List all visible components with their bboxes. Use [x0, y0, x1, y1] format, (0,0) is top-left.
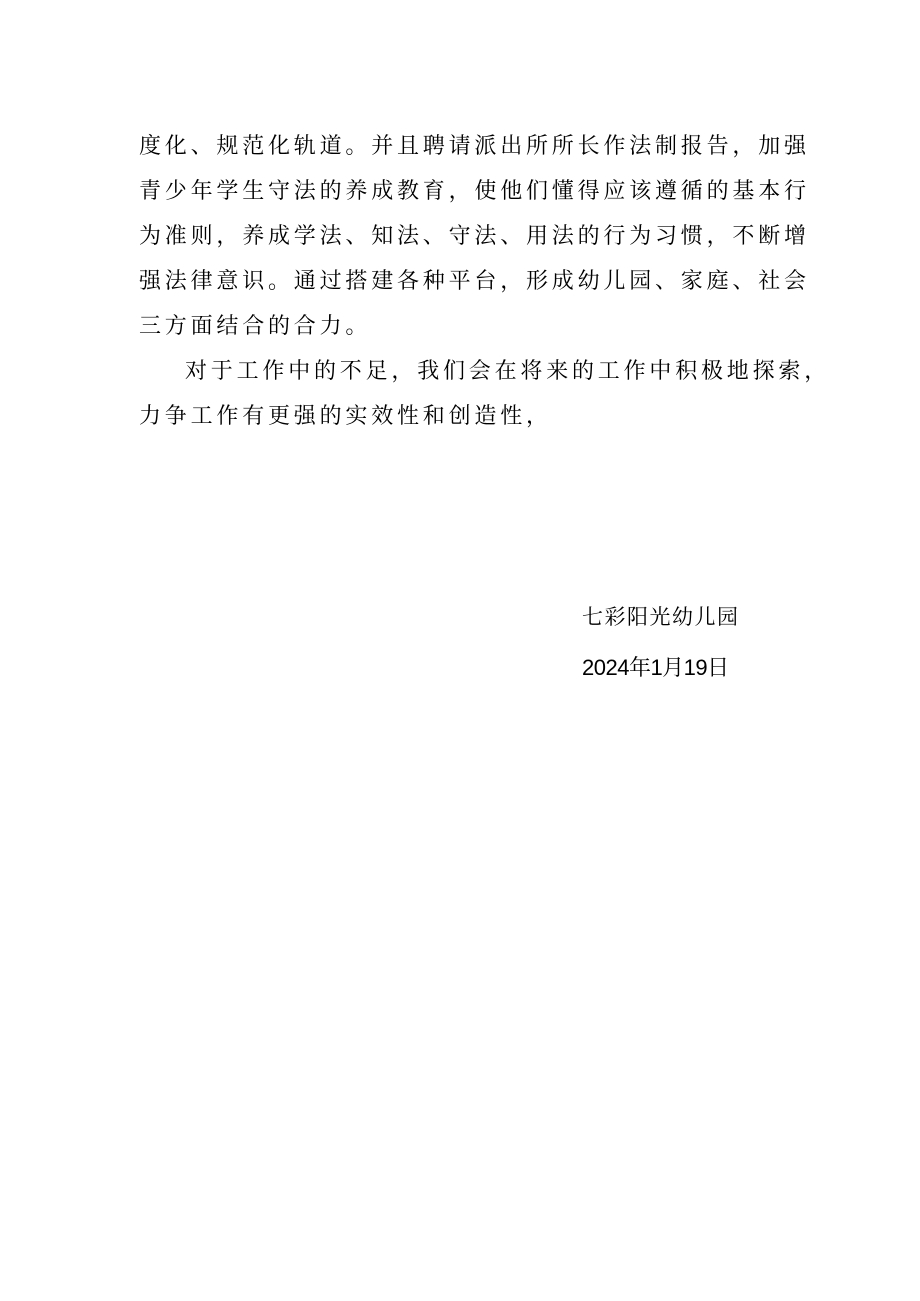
paragraph-line: 青少年学生守法的养成教育，使他们懂得应该遵循的基本行: [139, 179, 810, 204]
signature-organization: 七彩阳光幼儿园: [582, 605, 740, 629]
paragraph-line: 力争工作有更强的实效性和创造性，: [139, 404, 552, 429]
paragraph-line: 三方面结合的合力。: [139, 314, 372, 339]
paragraph-line: 为准则，养成学法、知法、守法、用法的行为习惯，不断增: [139, 224, 810, 249]
paragraph-line: 对于工作中的不足，我们会在将来的工作中积极地探索，: [185, 359, 831, 384]
document-body: [139, 124, 831, 439]
signature-date: 2024年1月19日: [582, 655, 729, 680]
paragraph-line: 度化、规范化轨道。并且聘请派出所所长作法制报告，加强: [139, 134, 810, 159]
paragraph-line: 强法律意识。通过搭建各种平台，形成幼儿园、家庭、社会: [139, 269, 810, 294]
